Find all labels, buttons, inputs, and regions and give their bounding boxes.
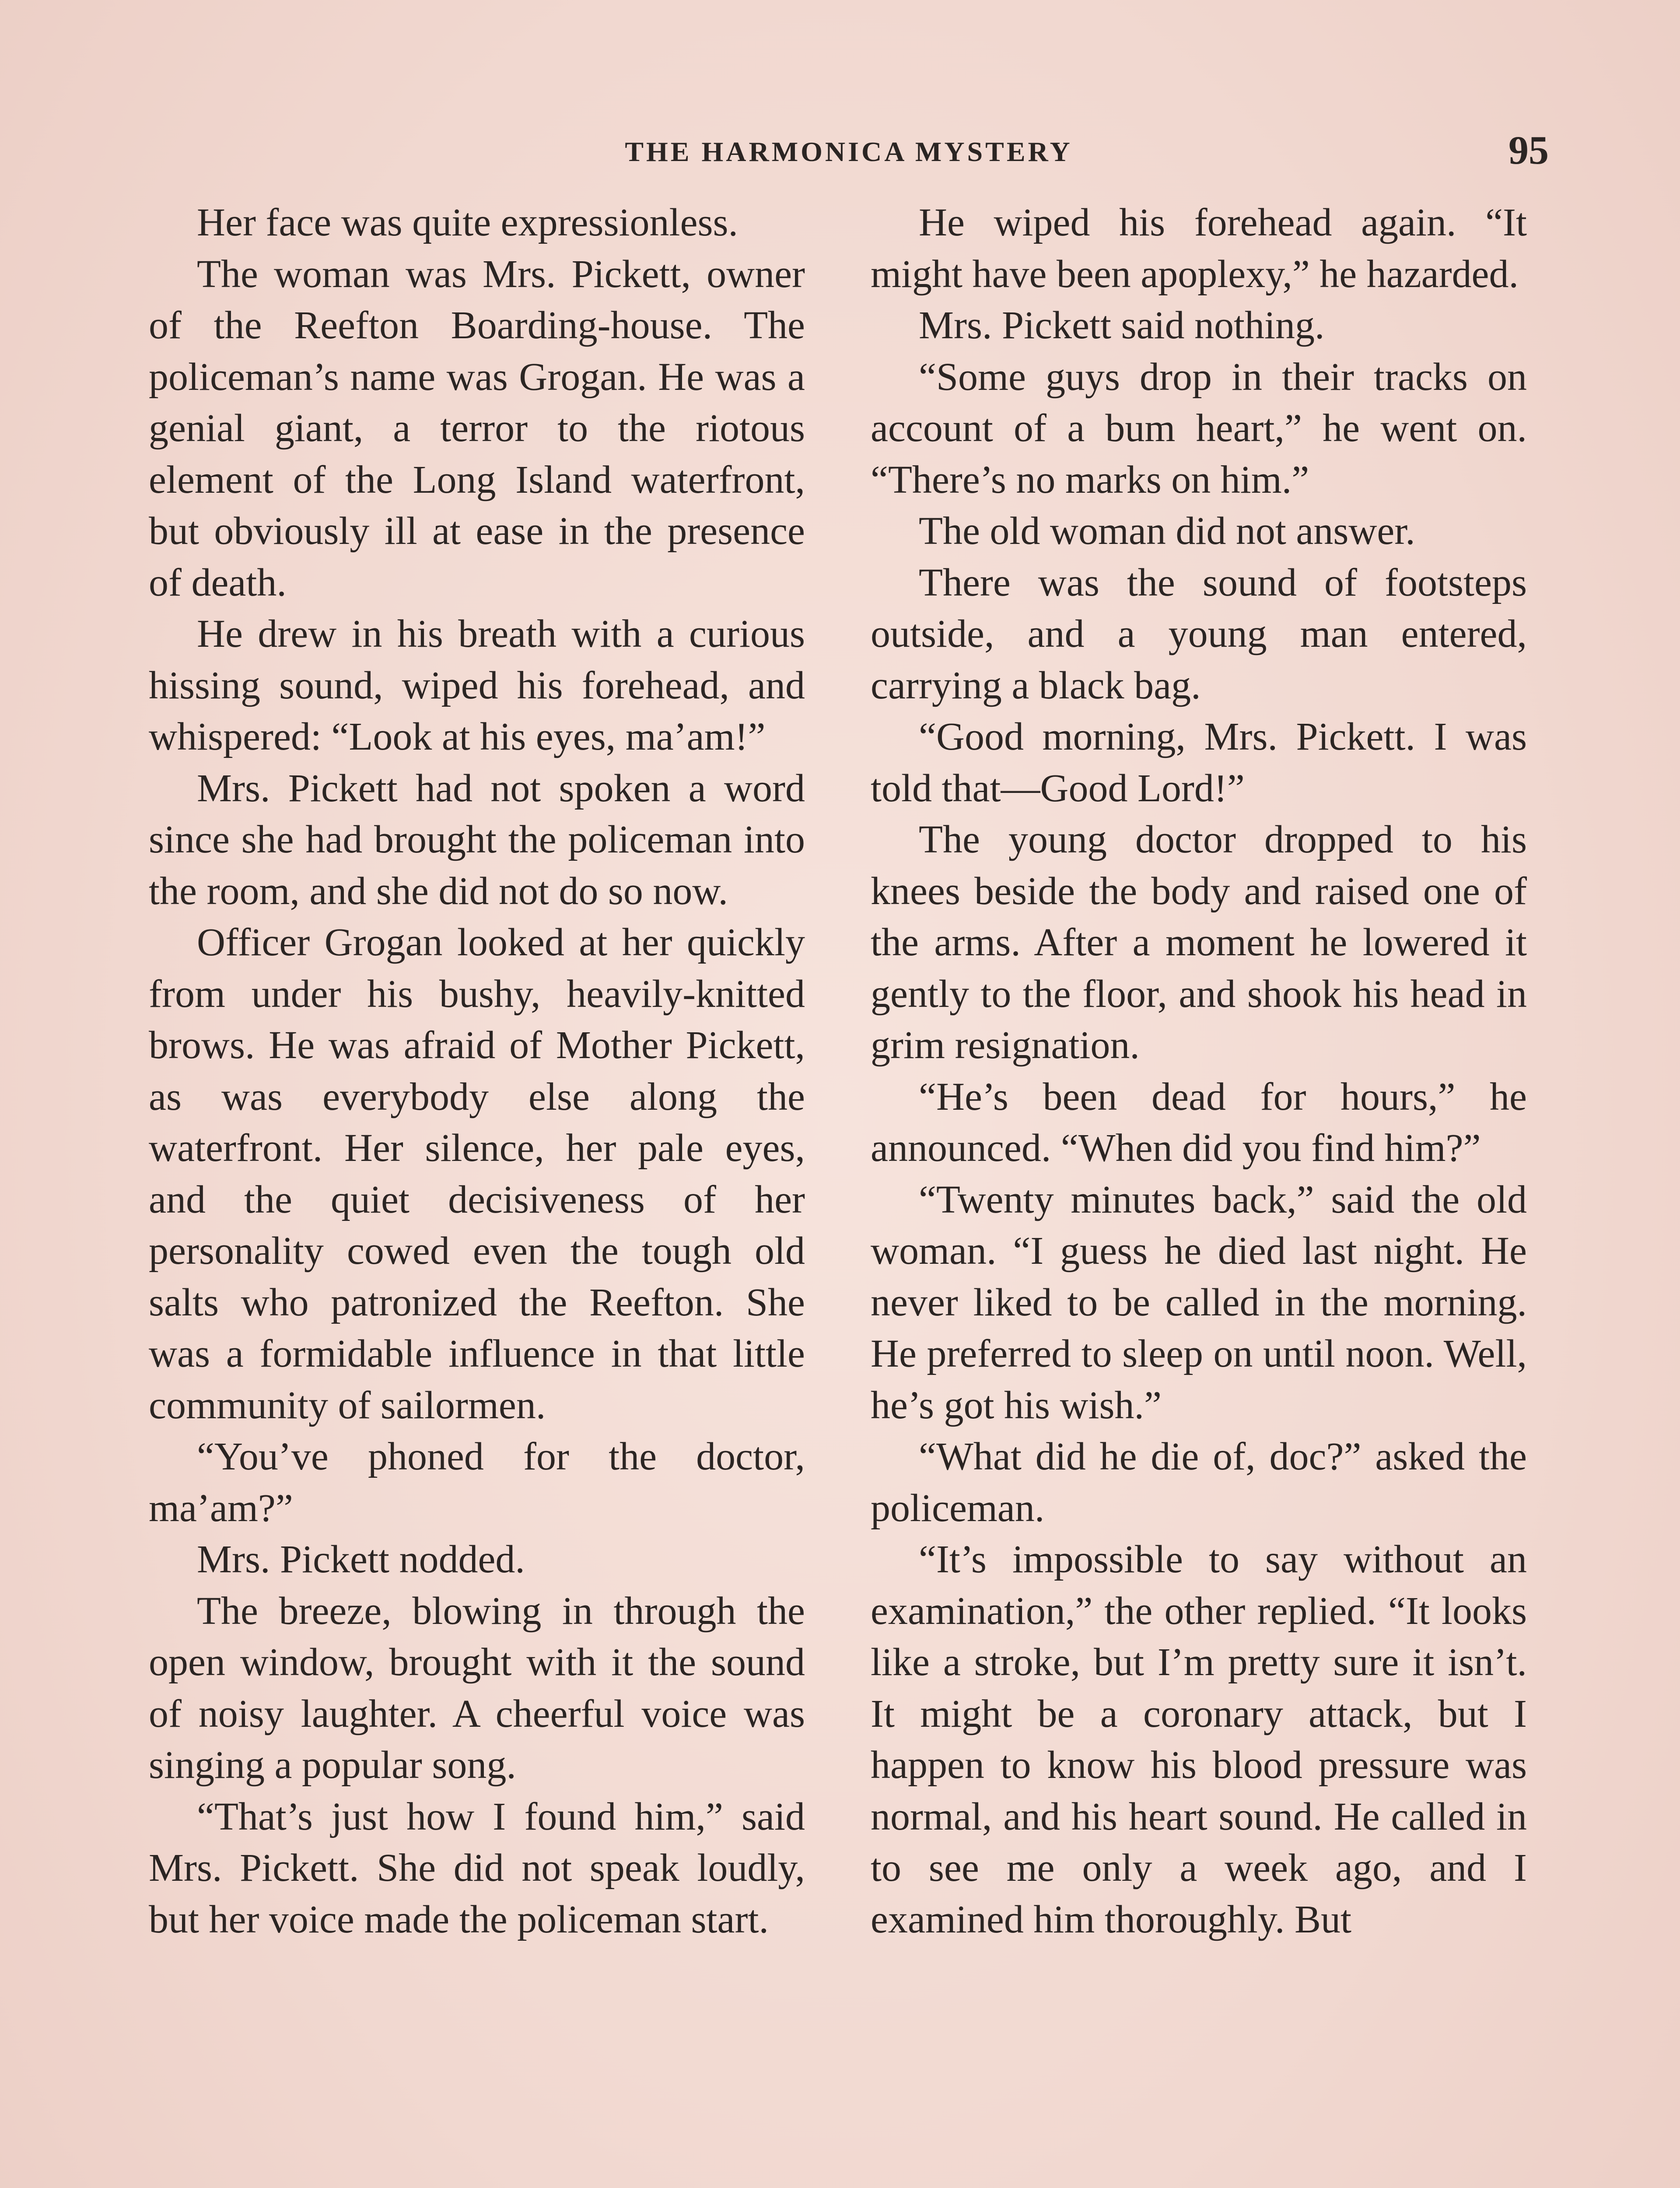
paragraph: The young doctor dropped to his knees beside the body and raised one of the arms. After a moment he lowered it gently to the floor, and shook his head in grim resignation. — [871, 818, 1527, 1067]
paragraph: Mrs. Pickett had not spoken a word since she had brought the policeman into the room, and she did not do so now. — [149, 766, 805, 913]
left-column — [149, 197, 805, 1945]
paragraph: “That’s just how I found him,” said Mrs. Pickett. She did not speak loudly, but her voice made the policeman start. — [149, 1795, 805, 1941]
paragraph: The old woman did not answer. — [919, 509, 1415, 553]
paragraph: Mrs. Pickett nodded. — [197, 1538, 525, 1581]
right-column — [871, 197, 1527, 1945]
paragraph: Officer Grogan looked at her quickly from under his bushy, heavily-knitted brows. He was afraid of Mother Pickett, as was everybody else along the waterfront. Her silence, her pale eyes, and the quiet decisiveness of her personality cowed even the tough old salts who patronized the Reefton. She was a formidable influence in that little community of sailormen. — [149, 921, 805, 1427]
paragraph: “You’ve phoned for the doctor, ma’am?” — [149, 1435, 805, 1530]
running-title: THE HARMONICA MYSTERY — [625, 136, 1073, 167]
paragraph: There was the sound of footsteps outside, and a young man entered, carrying a black bag. — [871, 561, 1527, 707]
paragraph: “Twenty minutes back,” said the old woman. “I guess he died last night. He never liked to be called in the morning. He preferred to sleep on until noon. Well, he’s got his wish.” — [871, 1178, 1527, 1427]
paragraph: “What did he die of, doc?” asked the policeman. — [871, 1435, 1527, 1530]
paragraph: “He’s been dead for hours,” he announced. “When did you find him?” — [871, 1075, 1527, 1170]
paragraph: The breeze, blowing in through the open window, brought with it the sound of noisy laughter. A cheerful voice was singing a popular song. — [149, 1589, 805, 1787]
paragraph: He drew in his breath with a curious hissing sound, wiped his forehead, and whispered: “Look at his eyes, ma’am!” — [149, 612, 805, 758]
paragraph: Her face was quite expressionless. — [197, 201, 738, 244]
paragraph: Mrs. Pickett said nothing. — [919, 304, 1325, 347]
paragraph: The woman was Mrs. Pickett, owner of the Reefton Boarding-house. The policeman’s name was Grogan. He was a genial giant, a terror to the riotous element of the Long Island waterfront, but obviously ill at ease in the presence of death. — [149, 252, 805, 604]
paragraph: “It’s impossible to say without an examination,” the other replied. “It looks like a stroke, but I’m pretty sure it isn’t. It might be a coronary attack, but I happen to know his blood pressure was normal, and his heart sound. He called in to see me only a week ago, and I examined him thoroughly. But — [871, 1538, 1527, 1941]
paragraph: “Good morning, Mrs. Pickett. I was told that—Good Lord!” — [871, 715, 1527, 810]
paragraph: He wiped his forehead again. “It might have been apoplexy,” he hazarded. — [871, 201, 1527, 296]
page-number: 95 — [1508, 128, 1549, 172]
running-head — [149, 128, 1549, 179]
paragraph: “Some guys drop in their tracks on account of a bum heart,” he went on. “There’s no marks on him.” — [871, 355, 1527, 501]
